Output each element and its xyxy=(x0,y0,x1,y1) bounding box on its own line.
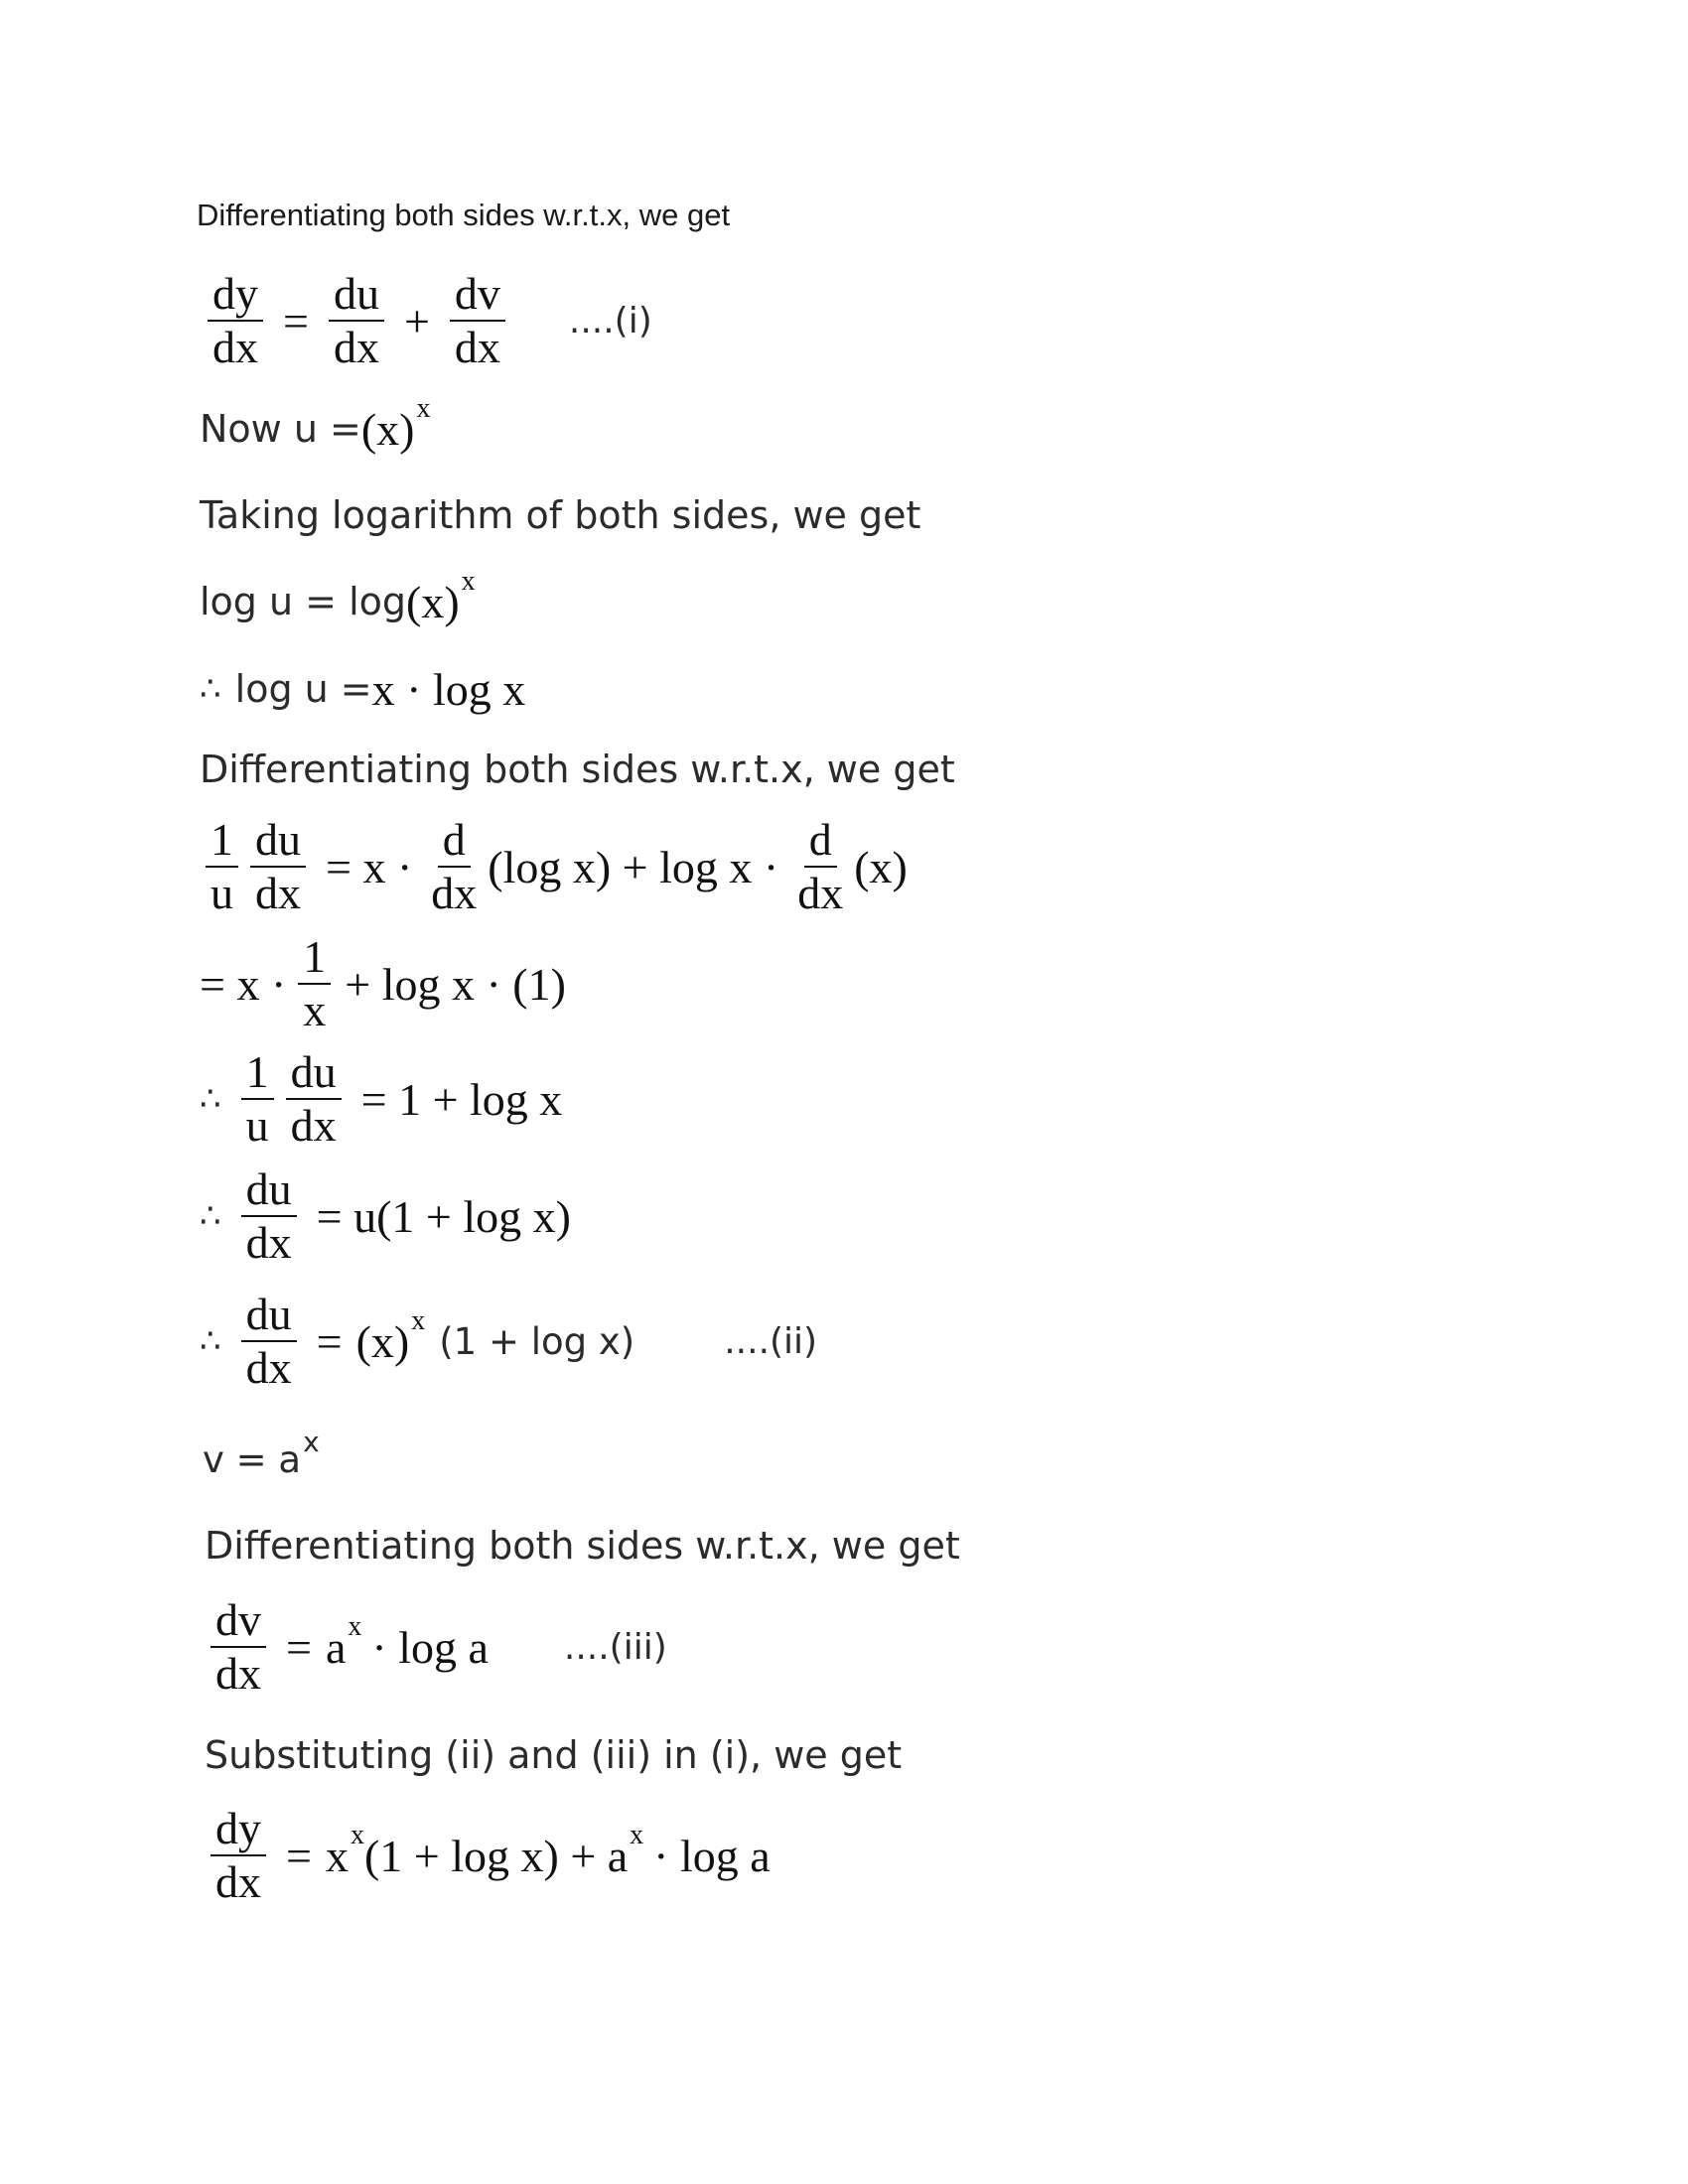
equation-tag: ....(iii) xyxy=(563,1626,667,1668)
text: Taking logarithm of both sides, we get xyxy=(200,493,921,537)
equation-tag: ....(ii) xyxy=(724,1320,818,1362)
math-exponent: x xyxy=(348,1611,362,1642)
numerator: du xyxy=(286,1046,342,1100)
line-log-u xyxy=(200,566,476,631)
denominator: u xyxy=(245,1100,269,1151)
heading-differentiating-3 xyxy=(205,1521,960,1570)
numerator: 1 xyxy=(241,1046,274,1100)
denominator: dx xyxy=(797,868,844,918)
text: log u = xyxy=(234,667,372,711)
numerator: 1 xyxy=(206,814,238,868)
fraction-1-u xyxy=(206,814,238,918)
math-base: x xyxy=(325,1830,349,1881)
equals-sign: = xyxy=(316,1315,343,1367)
denominator: dx xyxy=(431,868,478,918)
therefore-symbol: ∴ xyxy=(200,1321,221,1361)
equation-simplify xyxy=(200,929,566,1038)
fraction-du-dx xyxy=(241,1289,297,1393)
numerator: d xyxy=(438,814,471,868)
math-exponent: x xyxy=(411,1305,426,1336)
fraction-dy-dx xyxy=(208,268,263,372)
equation-therefore-1 xyxy=(200,1044,562,1154)
therefore-symbol: ∴ xyxy=(200,669,221,709)
numerator: dv xyxy=(211,1594,266,1648)
numerator: 1 xyxy=(298,931,331,985)
math-text: · log a xyxy=(653,1830,771,1881)
fraction-dv-dx xyxy=(450,268,505,372)
math-text: = x · xyxy=(326,841,413,892)
therefore-symbol: ∴ xyxy=(200,1079,221,1119)
math-text: = u(1 + log x) xyxy=(316,1190,571,1242)
equation-therefore-2 xyxy=(200,1161,571,1271)
plus-sign: + xyxy=(403,295,430,346)
text: Substituting (ii) and (iii) in (i), we get xyxy=(205,1733,903,1777)
text: Now u = xyxy=(200,407,361,451)
therefore-symbol: ∴ xyxy=(200,1196,221,1236)
line-now-u xyxy=(200,393,431,459)
fraction-du-dx xyxy=(241,1163,297,1268)
denominator: dx xyxy=(215,1856,261,1907)
line-v-equals xyxy=(203,1425,320,1489)
math-exponent: x xyxy=(350,1820,364,1850)
math-text: = 1 + log x xyxy=(360,1073,563,1125)
numerator: du xyxy=(241,1289,297,1342)
fraction-d-dx xyxy=(792,814,848,918)
numerator: d xyxy=(804,814,837,868)
math-base: (x) xyxy=(360,403,415,455)
math-text: · log a xyxy=(371,1621,489,1673)
numerator: du xyxy=(329,268,384,322)
numerator: du xyxy=(241,1163,297,1217)
equation-final xyxy=(205,1801,771,1910)
equals-sign: = xyxy=(286,1830,312,1881)
denominator: x xyxy=(303,985,327,1035)
line-substituting xyxy=(205,1730,902,1780)
math-text: (1 + log x) + a xyxy=(363,1830,629,1881)
numerator: dv xyxy=(450,268,505,322)
denominator: dx xyxy=(212,322,258,372)
line-taking-logarithm xyxy=(200,490,920,540)
fraction-d-dx xyxy=(426,814,482,918)
math-exponent: x xyxy=(630,1820,644,1850)
denominator: dx xyxy=(215,1648,261,1699)
denominator: dx xyxy=(245,1217,292,1268)
text: (1 + log x) xyxy=(439,1319,635,1363)
text: Differentiating both sides w.r.t.x, we get xyxy=(197,198,731,232)
equation-i xyxy=(202,266,652,375)
numerator: dy xyxy=(208,268,263,322)
equation-iii xyxy=(205,1592,667,1702)
fraction-1-u xyxy=(241,1046,274,1151)
denominator: dx xyxy=(245,1342,292,1393)
math-text: (x) xyxy=(854,841,908,892)
math-exponent: x xyxy=(416,393,431,424)
fraction-dv-dx xyxy=(211,1594,266,1699)
line-therefore-log-u xyxy=(200,659,525,719)
text: v = a xyxy=(203,1437,302,1481)
text: log u = log xyxy=(200,580,407,623)
equation-ii xyxy=(200,1287,817,1396)
denominator: dx xyxy=(333,322,379,372)
heading-differentiating-1 xyxy=(197,196,730,235)
text: Differentiating both sides w.r.t.x, we get xyxy=(200,748,955,791)
fraction-du-dx xyxy=(250,814,306,918)
math-text: + log x · (1) xyxy=(345,958,566,1010)
math-exponent: x xyxy=(461,566,476,597)
math-base: (x) xyxy=(355,1315,410,1367)
math-base: (x) xyxy=(406,576,460,627)
denominator: dx xyxy=(255,868,301,918)
fraction-du-dx xyxy=(286,1046,342,1151)
math-expression: x · log x xyxy=(371,663,526,715)
fraction-dy-dx xyxy=(211,1803,266,1907)
exponent: x xyxy=(303,1425,320,1458)
denominator: u xyxy=(211,868,233,918)
fraction-1-x xyxy=(298,931,331,1035)
denominator: dx xyxy=(290,1100,337,1151)
text: Differentiating both sides w.r.t.x, we get xyxy=(205,1524,960,1568)
denominator: dx xyxy=(454,322,500,372)
heading-differentiating-2 xyxy=(200,745,955,794)
math-base: a xyxy=(325,1621,347,1673)
equation-tag: ....(i) xyxy=(568,300,652,341)
math-text: = x · xyxy=(200,958,287,1010)
equation-derivative-u xyxy=(200,812,908,921)
equals-sign: = xyxy=(286,1621,312,1673)
equals-sign: = xyxy=(283,295,309,346)
numerator: du xyxy=(250,814,306,868)
fraction-du-dx xyxy=(329,268,384,372)
math-text: (log x) + log x · xyxy=(488,841,779,892)
numerator: dy xyxy=(211,1803,266,1856)
